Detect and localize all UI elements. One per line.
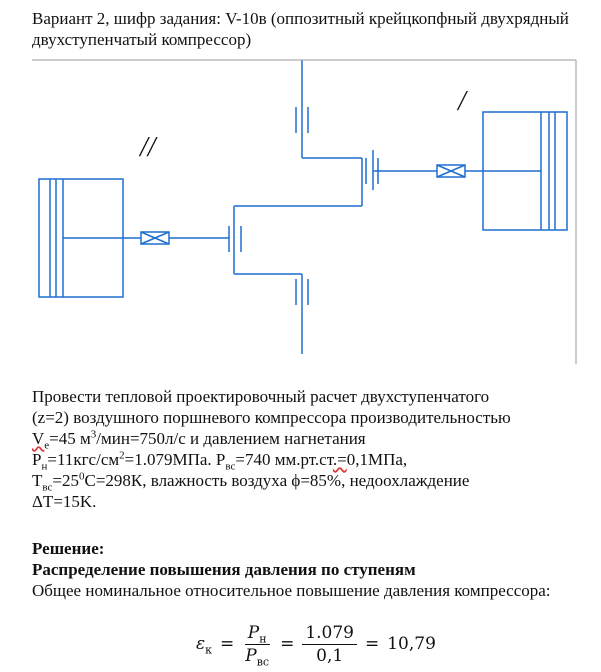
- stage-1-cylinder: [483, 112, 567, 230]
- task-statement: [32, 386, 582, 512]
- pressure-rest: =1.079МПа. P: [124, 450, 226, 469]
- task-line-5: [32, 470, 582, 494]
- equals-sign: =: [280, 633, 295, 654]
- document-title: Вариант 2, шифр задания: V-10в (оппозитный крейцкопфный двухрядный двухступенчатый компрессор): [32, 9, 569, 49]
- formula-lhs: [196, 634, 212, 655]
- temp-sub: вс: [42, 481, 53, 494]
- equals-sign: =: [220, 633, 235, 654]
- temp-value: =25: [52, 471, 79, 490]
- figure-frame: [32, 60, 576, 364]
- den-sub: вс: [256, 654, 270, 668]
- task-line-1: Провести тепловой проектировочный расчет двухступенчатого: [32, 387, 490, 406]
- stage-2-label: //: [140, 132, 156, 163]
- suction-eq: .=: [332, 450, 347, 469]
- equals-sign: =: [364, 633, 380, 654]
- volume-symbol: [32, 429, 50, 452]
- temp-deg-sup: 0: [79, 470, 85, 483]
- solution-heading: Решение:: [32, 539, 105, 558]
- stage-1-crosshead: [437, 165, 541, 177]
- pressure-sub: н: [41, 460, 48, 473]
- stage-2-cylinder: [39, 179, 141, 297]
- suction-sub: вс: [225, 460, 236, 473]
- pressure-value: =11кгс/см: [47, 450, 120, 469]
- section-heading: Распределение повышения давления по ступеням: [32, 560, 416, 579]
- pressure-var: P: [32, 450, 42, 469]
- stage-2-crosshead: [141, 232, 229, 244]
- volume-value: =45 м: [49, 429, 91, 448]
- numeric-numerator: 1.079: [302, 623, 357, 645]
- temp-rest: С=298К, влажность воздуха ϕ=85%, недоохлаждение: [84, 471, 470, 490]
- num-sub: н: [259, 631, 267, 645]
- symbolic-fraction: [242, 623, 272, 666]
- volume-sub: e: [44, 439, 50, 452]
- suction-value: =740 мм.рт.ст: [235, 450, 333, 469]
- volume-var: V: [32, 429, 45, 448]
- epsilon-sub: к: [205, 642, 212, 656]
- main-bearings: [296, 107, 308, 305]
- pressure-unit-sup: 2: [119, 449, 125, 462]
- stage-1-label: /: [458, 86, 466, 117]
- stage-2-crank: [229, 206, 241, 274]
- formula-result: 10,79: [387, 633, 436, 654]
- volume-rest: /мин=750л/с и давлением нагнетания: [96, 429, 366, 448]
- num-var: P: [247, 622, 260, 643]
- fraction-denominator: [242, 645, 272, 666]
- epsilon-symbol: ε: [196, 633, 206, 654]
- task-line-4: [32, 449, 582, 473]
- volume-unit-sup: 3: [90, 428, 97, 441]
- numeric-denominator: 0,1: [316, 645, 344, 666]
- numeric-fraction: [302, 623, 357, 666]
- solution-paragraph: Общее номинальное относительное повышение давления компрессора:: [32, 581, 551, 600]
- task-line-6: ΔT=15K.: [32, 492, 97, 511]
- pressure-ratio-formula: [196, 620, 436, 668]
- task-line-2: (z=2) воздушного поршневого компрессора производительностью: [32, 408, 511, 427]
- task-line-3: [32, 428, 582, 452]
- stage-1-crank: [366, 150, 437, 190]
- den-var: P: [245, 645, 257, 666]
- suction-mpa: 0,1МПа,: [346, 450, 408, 469]
- temp-var: T: [32, 471, 43, 490]
- crankshaft: [234, 60, 362, 354]
- fraction-numerator: [245, 623, 270, 645]
